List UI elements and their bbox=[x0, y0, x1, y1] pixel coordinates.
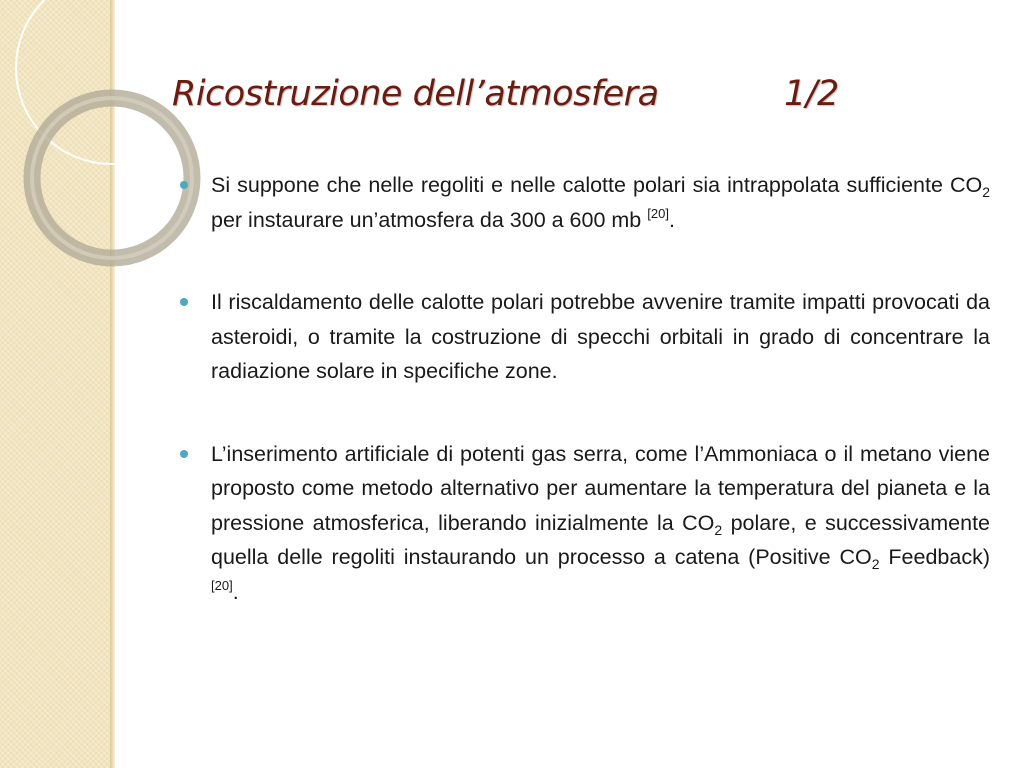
subscript-2: 2 bbox=[982, 184, 990, 200]
bullet-dot-icon bbox=[180, 298, 188, 306]
bullet-dot-icon bbox=[180, 450, 188, 458]
bullet-list bbox=[180, 168, 990, 609]
bullet-item-polar-heating bbox=[180, 285, 990, 389]
citation-ref: [20] bbox=[647, 205, 669, 221]
thick-ring-highlight bbox=[32, 98, 192, 258]
bullet-text: L’inserimento artificiale di potenti gas serra, come l’Ammoniaca o il metano viene proposto come metodo alternativo per aumentare la temperatura del pianeta e la pressione atmosferica, liberando inizialmente la CO bbox=[211, 441, 990, 535]
subscript-2: 2 bbox=[871, 556, 880, 572]
bullet-text: polare, e successivamente quella delle regoliti instaurando un processo a catena (Positive CO bbox=[211, 510, 990, 569]
bullet-text: Il riscaldamento delle calotte polari potrebbe avvenire tramite impatti provocati da asteroidi, o tramite la costruzione di specchi orbitali in grado di concentrare la radiazione solare in specifiche zone. bbox=[211, 290, 990, 383]
page-indicator: 1/2 bbox=[784, 74, 839, 114]
citation-ref: [20] bbox=[211, 577, 233, 593]
slide-title bbox=[172, 74, 839, 114]
subscript-2: 2 bbox=[714, 521, 723, 538]
bullet-text: Si suppone che nelle regoliti e nelle calotte polari sia intrappolata sufficiente CO bbox=[211, 173, 983, 197]
bullet-text: per instaurare un’atmosfera da 300 a 600 mb bbox=[211, 207, 648, 232]
bullet-text: . bbox=[232, 579, 239, 604]
bullet-text: . bbox=[668, 207, 675, 232]
bullet-item-greenhouse-gases bbox=[180, 437, 990, 610]
slide-title-text: Ricostruzione dell’atmosfera bbox=[172, 74, 659, 114]
bullet-text: Feedback) bbox=[879, 545, 990, 569]
bullet-item-co2-reserves bbox=[180, 168, 990, 237]
bullet-dot-icon bbox=[180, 181, 188, 189]
